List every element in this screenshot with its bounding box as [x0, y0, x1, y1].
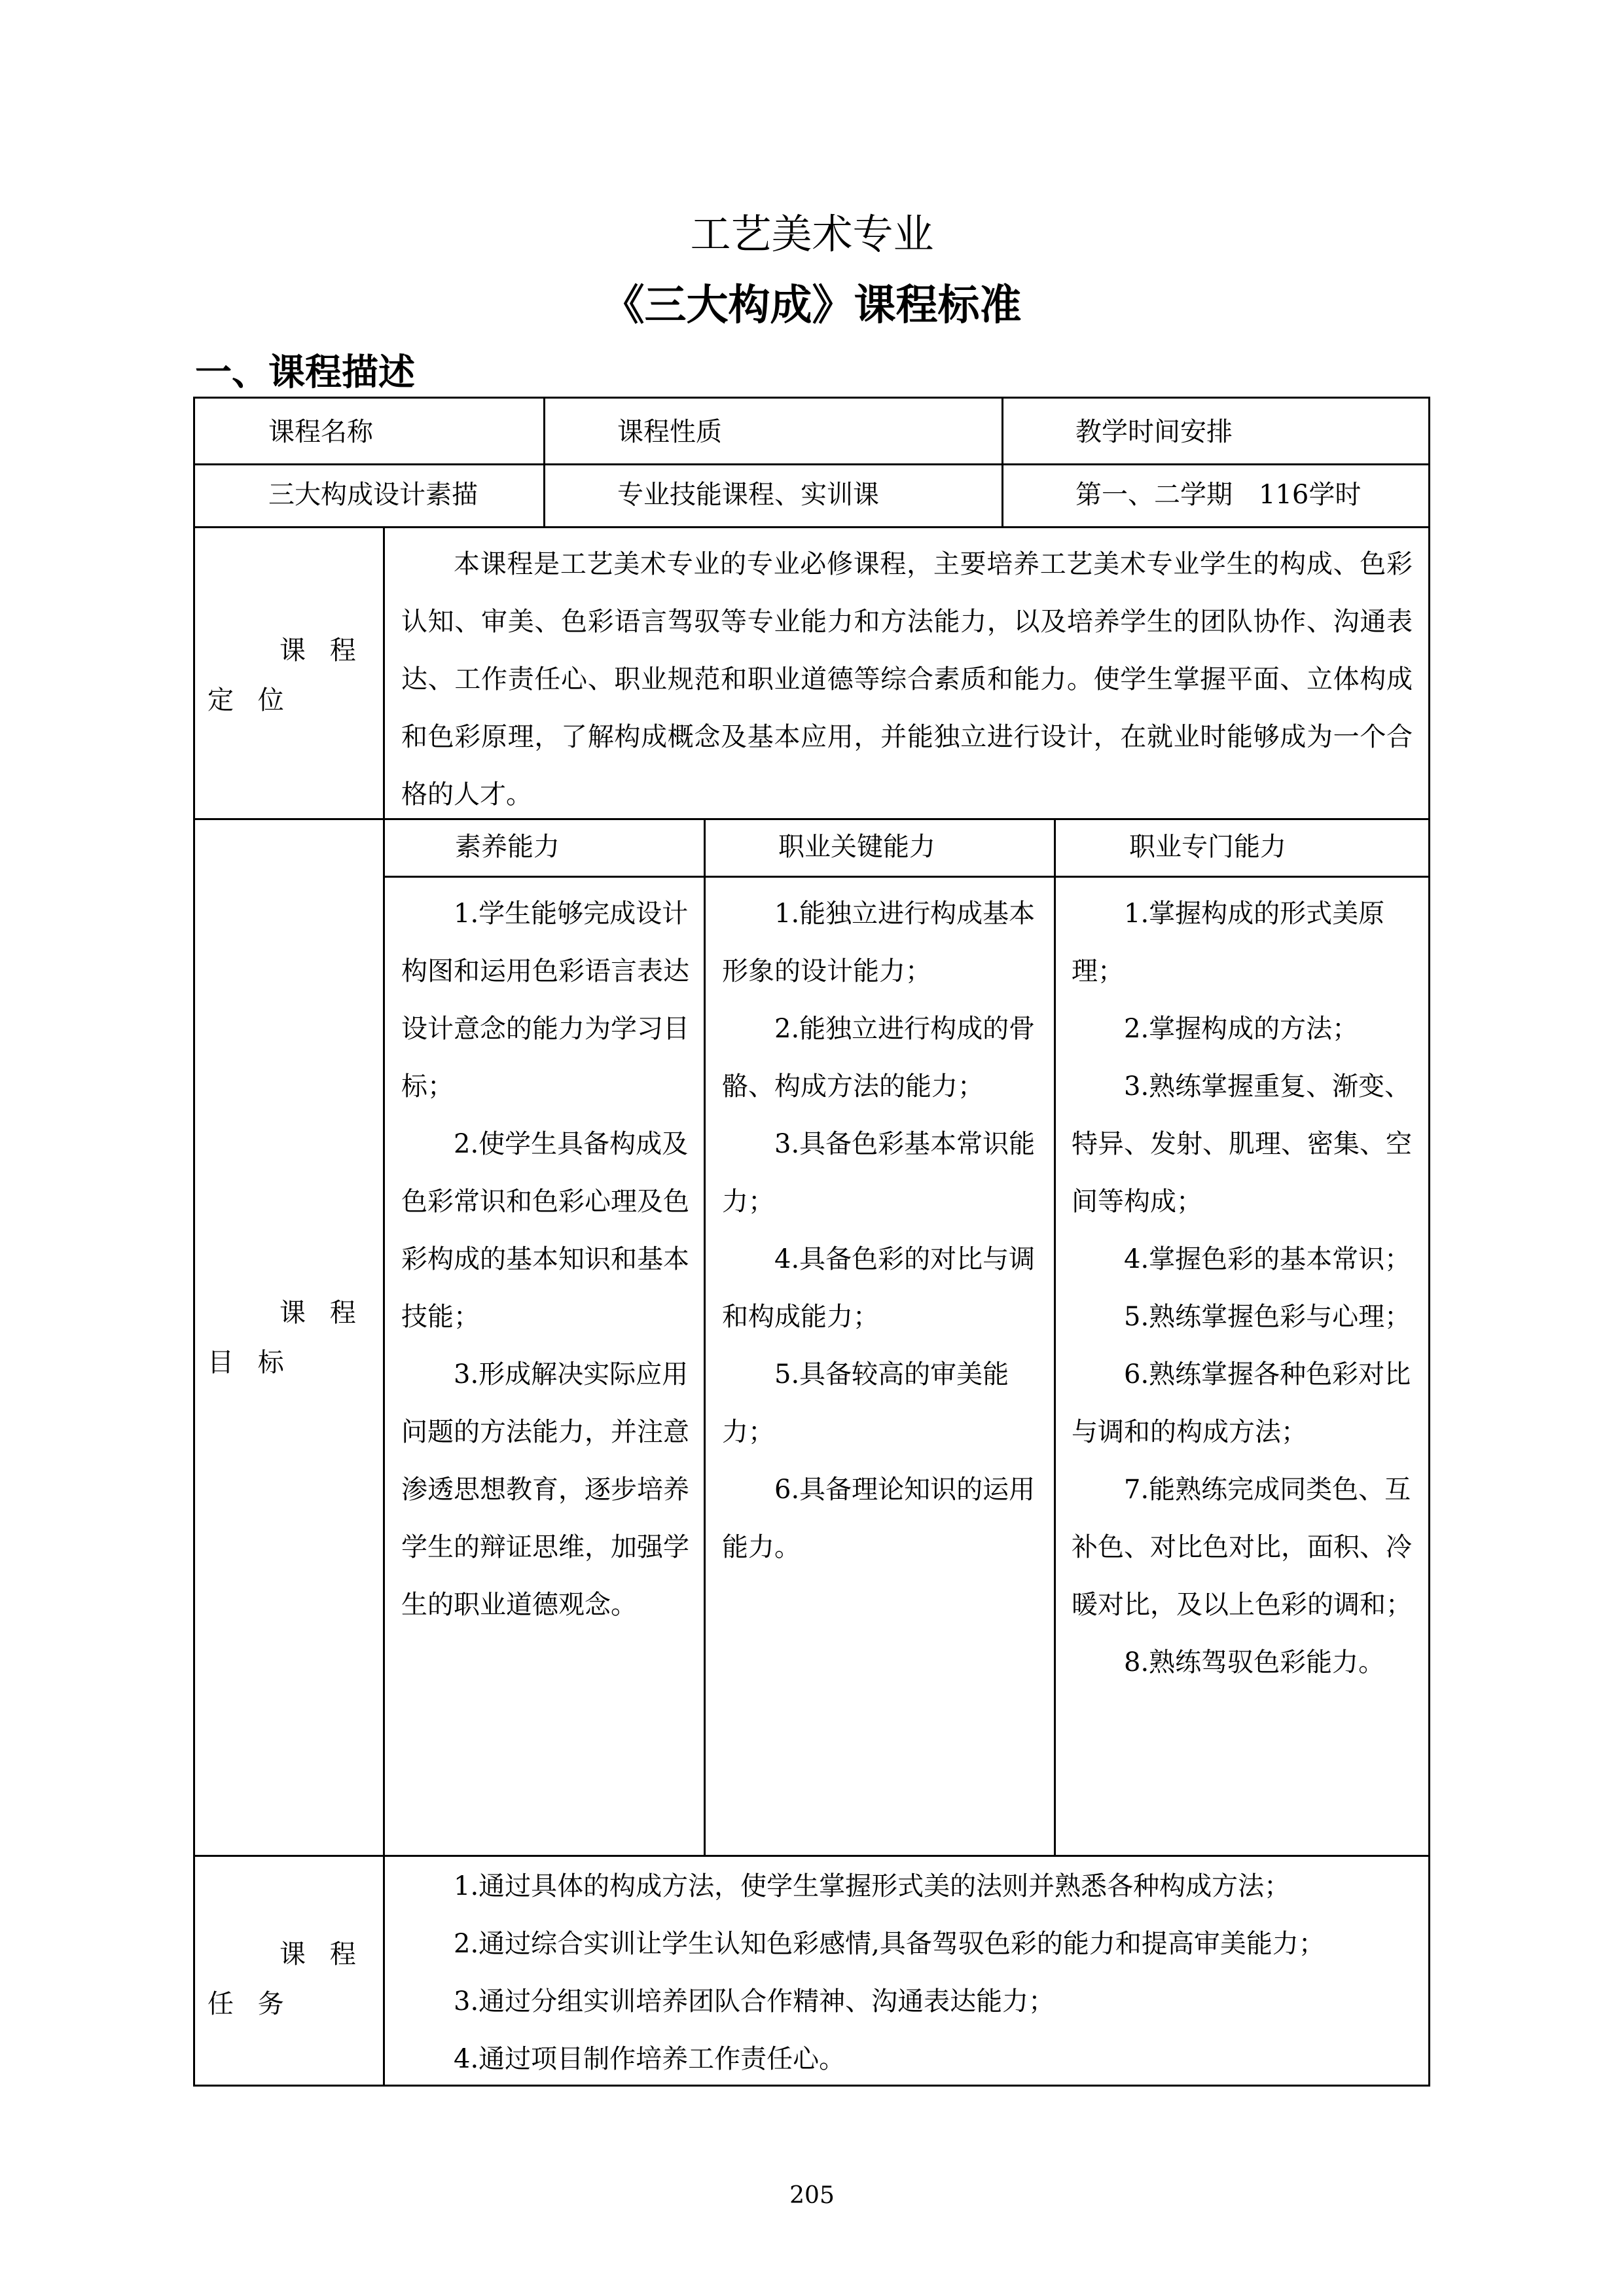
list-item: 1.通过具体的构成方法，使学生掌握形式美的法则并熟悉各种构成方法； [454, 1871, 1291, 1901]
list-item: 2.能独立进行构成的骨骼、构成方法的能力； [722, 1014, 1036, 1102]
list-item: 4.通过项目制作培养工作责任心。 [454, 2044, 846, 2074]
list-item: 1.能独立进行构成基本形象的设计能力； [722, 899, 1036, 986]
header-schedule: 教学时间安排 [1075, 417, 1233, 447]
key-ability-list [722, 885, 1041, 1576]
value-schedule: 第一、二学期 116学时 [1075, 480, 1362, 510]
table-border-right [1428, 397, 1430, 2087]
header-key-ability: 职业关键能力 [778, 832, 935, 862]
list-item: 5.具备较高的审美能力； [722, 1359, 1009, 1447]
list-item: 1.掌握构成的形式美原理； [1072, 899, 1385, 986]
course-description-table [193, 397, 1430, 2087]
list-item: 5.熟练掌握色彩与心理； [1124, 1302, 1411, 1332]
list-item: 3.形成解决实际应用问题的方法能力，并注意渗透思想教育，逐步培养学生的辩证思维，加强学生的职业道德观念。 [401, 1359, 689, 1620]
table-rule [383, 876, 1430, 878]
table-rule [704, 818, 706, 1855]
header-special-ability: 职业专门能力 [1129, 832, 1286, 862]
table-border-top [193, 397, 1430, 399]
table-border-left [193, 397, 195, 2087]
label-course-tasks: 课 程 任 务 [208, 1939, 364, 2019]
document-subtitle: 《三大构成》课程标准 [602, 281, 1022, 330]
list-item: 7.能熟练完成同类色、互补色、对比色对比，面积、冷暖对比，及以上色彩的调和； [1072, 1475, 1412, 1620]
table-rule [1054, 818, 1056, 1855]
table-rule [193, 463, 1430, 465]
page-number: 205 [789, 2182, 835, 2209]
list-item: 3.具备色彩基本常识能力； [722, 1129, 1036, 1217]
list-item: 6.熟练掌握各种色彩对比与调和的构成方法； [1072, 1359, 1411, 1447]
list-item: 6.具备理论知识的运用能力。 [722, 1475, 1036, 1562]
header-course-name: 课程名称 [268, 417, 373, 447]
label-course-objectives: 课 程 目 标 [208, 1298, 364, 1378]
list-item: 2.通过综合实训让学生认知色彩感情,具备驾驭色彩的能力和提高审美能力； [454, 1929, 1325, 1959]
course-positioning-text: 本课程是工艺美术专业的专业必修课程，主要培养工艺美术专业学生的构成、色彩认知、审美、色彩语言驾驭等专业能力和方法能力，以及培养学生的团队协作、沟通表达、工作责任心、职业规范和职业道德等综合素质和能力。使学生掌握平面、立体构成和色彩原理，了解构成概念及基本应用，并能独立进行设计，在就业时能够成为一个合格的人才。 [401, 549, 1413, 810]
list-item: 2.使学生具备构成及色彩常识和色彩心理及色彩构成的基本知识和基本技能； [401, 1129, 689, 1332]
list-item: 1.学生能够完成设计构图和运用色彩语言表达设计意念的能力为学习目标； [401, 899, 689, 1102]
list-item: 8.熟练驾驭色彩能力。 [1124, 1647, 1385, 1677]
table-rule [193, 526, 1430, 528]
table-rule [383, 526, 385, 2085]
table-rule [193, 1855, 1430, 1857]
list-item: 4.具备色彩的对比与调和构成能力； [722, 1244, 1036, 1332]
label-course-positioning: 课 程 定 位 [208, 636, 364, 715]
list-item: 2.掌握构成的方法； [1124, 1014, 1359, 1044]
header-course-nature: 课程性质 [617, 417, 722, 447]
value-course-name: 三大构成设计素描 [268, 480, 478, 510]
header-literacy-ability: 素养能力 [455, 832, 560, 862]
document-title: 工艺美术专业 [690, 210, 934, 258]
list-item: 4.掌握色彩的基本常识； [1124, 1244, 1411, 1274]
list-item: 3.熟练掌握重复、渐变、特异、发射、肌理、密集、空间等构成； [1072, 1071, 1412, 1217]
literacy-ability-list [401, 885, 691, 1634]
special-ability-list [1072, 885, 1413, 1691]
course-tasks-list [401, 1857, 1426, 2088]
section-heading: 一、课程描述 [195, 351, 415, 394]
table-rule [543, 397, 545, 526]
table-rule [1001, 397, 1003, 526]
value-course-nature: 专业技能课程、实训课 [617, 480, 879, 510]
list-item: 3.通过分组实训培养团队合作精神、沟通表达能力； [454, 1986, 1055, 2017]
